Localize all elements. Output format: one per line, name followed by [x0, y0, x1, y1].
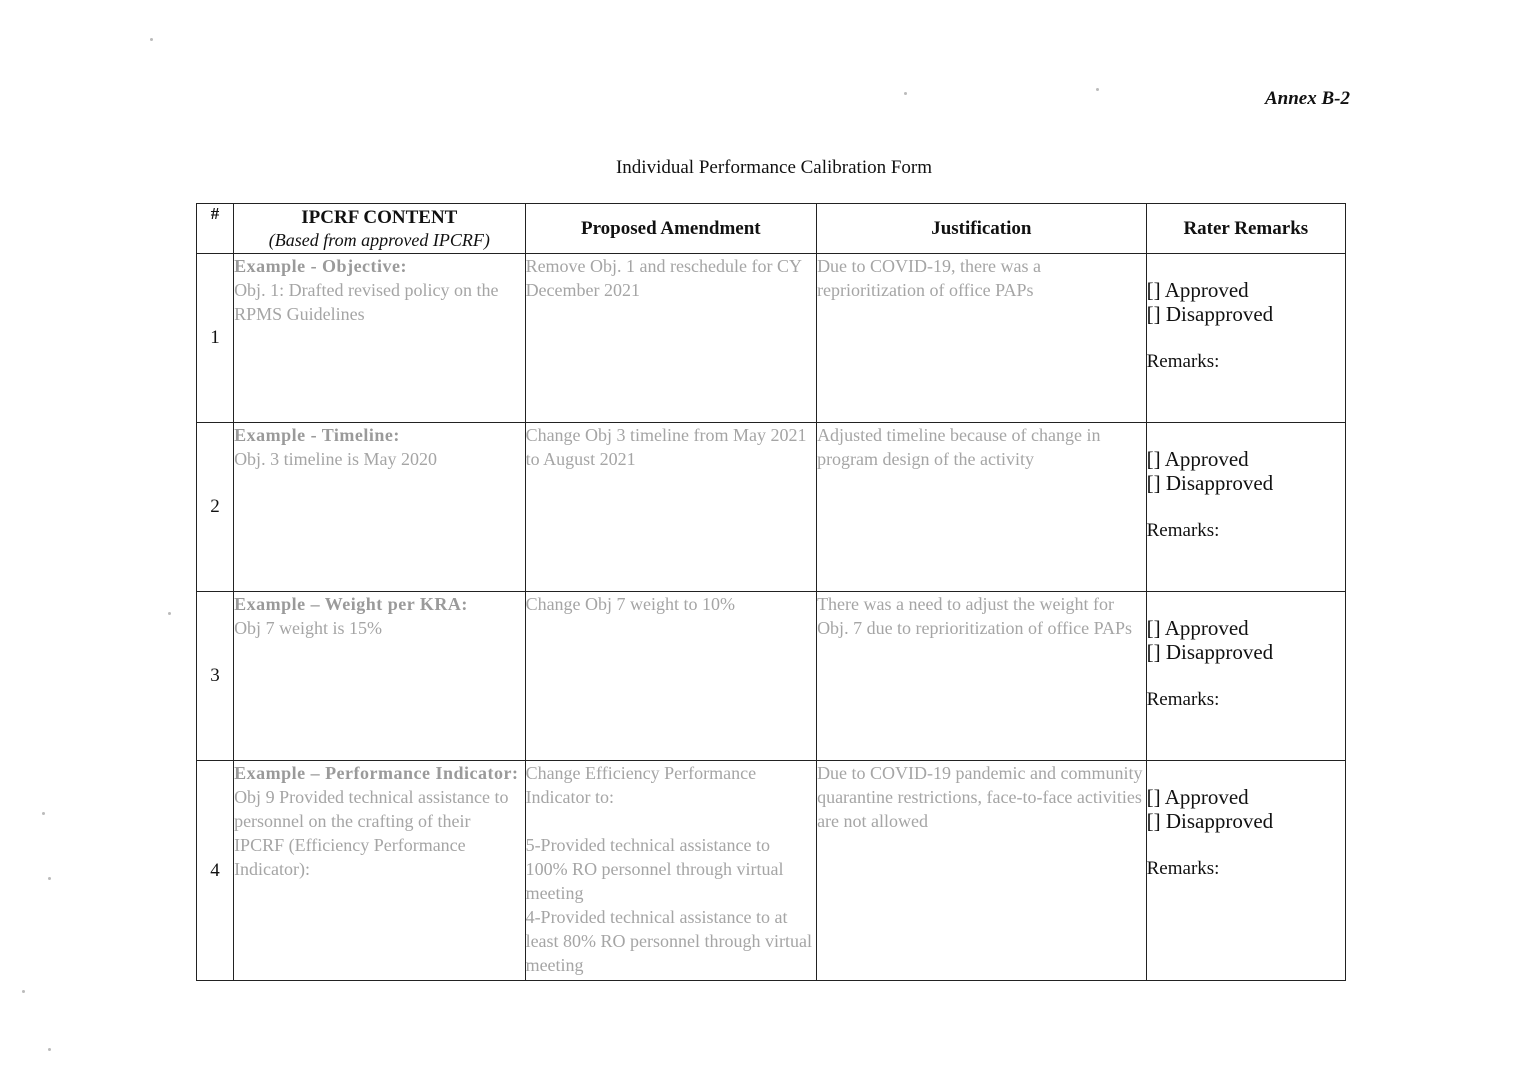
scan-speck [150, 38, 153, 41]
approved-checkbox[interactable]: [] Approved [1146, 616, 1249, 640]
approved-checkbox[interactable]: [] Approved [1146, 278, 1249, 302]
ipcrf-content-cell [234, 592, 526, 761]
scan-speck [168, 612, 171, 615]
scan-speck [904, 92, 907, 95]
remarks-label: Remarks: [1146, 520, 1220, 541]
scan-speck [1096, 88, 1099, 91]
scan-speck [48, 877, 51, 880]
header-justification: Justification [817, 204, 1147, 254]
rater-remarks-cell [1146, 423, 1345, 592]
proposed-amendment-cell: Remove Obj. 1 and reschedule for CY December 2021 [525, 254, 817, 423]
content-text: Obj 9 Provided technical assistance to personnel on the crafting of their IPCRF (Efficiency Performance Indicator): [234, 787, 509, 879]
rater-remarks-cell [1146, 254, 1345, 423]
header-proposed-amendment: Proposed Amendment [525, 204, 817, 254]
content-text: Obj. 3 timeline is May 2020 [234, 449, 438, 469]
calibration-table [196, 203, 1346, 981]
table-row [197, 761, 1346, 981]
proposed-option-4: 4-Provided technical assistance to at least 80% RO personnel through virtual meeting [525, 907, 813, 975]
approved-checkbox[interactable]: [] Approved [1146, 785, 1249, 809]
remarks-label: Remarks: [1146, 858, 1220, 879]
table-row [197, 254, 1346, 423]
spacer [526, 809, 817, 833]
ipcrf-content-cell [234, 761, 526, 981]
annex-label: Annex B-2 [1265, 88, 1350, 109]
proposed-option-5: 5-Provided technical assistance to 100% RO personnel through virtual meeting [525, 835, 784, 903]
table-header-row [197, 204, 1346, 254]
table-row [197, 592, 1346, 761]
header-rater-remarks: Rater Remarks [1146, 204, 1345, 254]
row-number: 1 [197, 254, 234, 423]
disapproved-checkbox[interactable]: [] Disapproved [1146, 302, 1274, 326]
content-lead: Example – Performance Indicator: [234, 763, 519, 783]
proposed-amendment-cell: Change Obj 7 weight to 10% [525, 592, 817, 761]
justification-cell: Due to COVID-19 pandemic and community quarantine restrictions, face-to-face activities are not allowed [817, 761, 1147, 981]
rater-remarks-cell [1146, 592, 1345, 761]
ipcrf-content-cell [234, 423, 526, 592]
proposed-amendment-cell: Change Obj 3 timeline from May 2021 to August 2021 [525, 423, 817, 592]
content-text: Obj 7 weight is 15% [234, 618, 383, 638]
content-lead: Example – Weight per KRA: [234, 594, 468, 614]
content-text: Obj. 1: Drafted revised policy on the RPMS Guidelines [234, 280, 499, 324]
row-number: 3 [197, 592, 234, 761]
row-number: 4 [197, 761, 234, 981]
disapproved-checkbox[interactable]: [] Disapproved [1146, 471, 1274, 495]
content-lead: Example - Objective: [234, 256, 408, 276]
form-title: Individual Performance Calibration Form [615, 157, 933, 178]
proposed-text: Change Efficiency Performance Indicator to: [525, 763, 757, 807]
rater-remarks-cell [1146, 761, 1345, 981]
approved-checkbox[interactable]: [] Approved [1146, 447, 1249, 471]
header-content-label: IPCRF CONTENT [301, 206, 458, 228]
table-row [197, 423, 1346, 592]
remarks-label: Remarks: [1146, 689, 1220, 710]
content-lead: Example - Timeline: [234, 425, 400, 445]
header-number: # [197, 204, 234, 254]
disapproved-checkbox[interactable]: [] Disapproved [1146, 640, 1274, 664]
header-content-subtitle: (Based from approved IPCRF) [268, 229, 490, 250]
scan-speck [48, 1048, 51, 1051]
header-ipcrf-content [234, 204, 526, 254]
scan-speck [42, 812, 45, 815]
remarks-label: Remarks: [1146, 351, 1220, 372]
justification-cell: There was a need to adjust the weight for Obj. 7 due to reprioritization of office PAPs [817, 592, 1147, 761]
justification-cell: Adjusted timeline because of change in program design of the activity [817, 423, 1147, 592]
ipcrf-content-cell [234, 254, 526, 423]
disapproved-checkbox[interactable]: [] Disapproved [1146, 809, 1274, 833]
scan-speck [22, 990, 25, 993]
proposed-amendment-cell [525, 761, 817, 981]
justification-cell: Due to COVID-19, there was a reprioritization of office PAPs [817, 254, 1147, 423]
row-number: 2 [197, 423, 234, 592]
